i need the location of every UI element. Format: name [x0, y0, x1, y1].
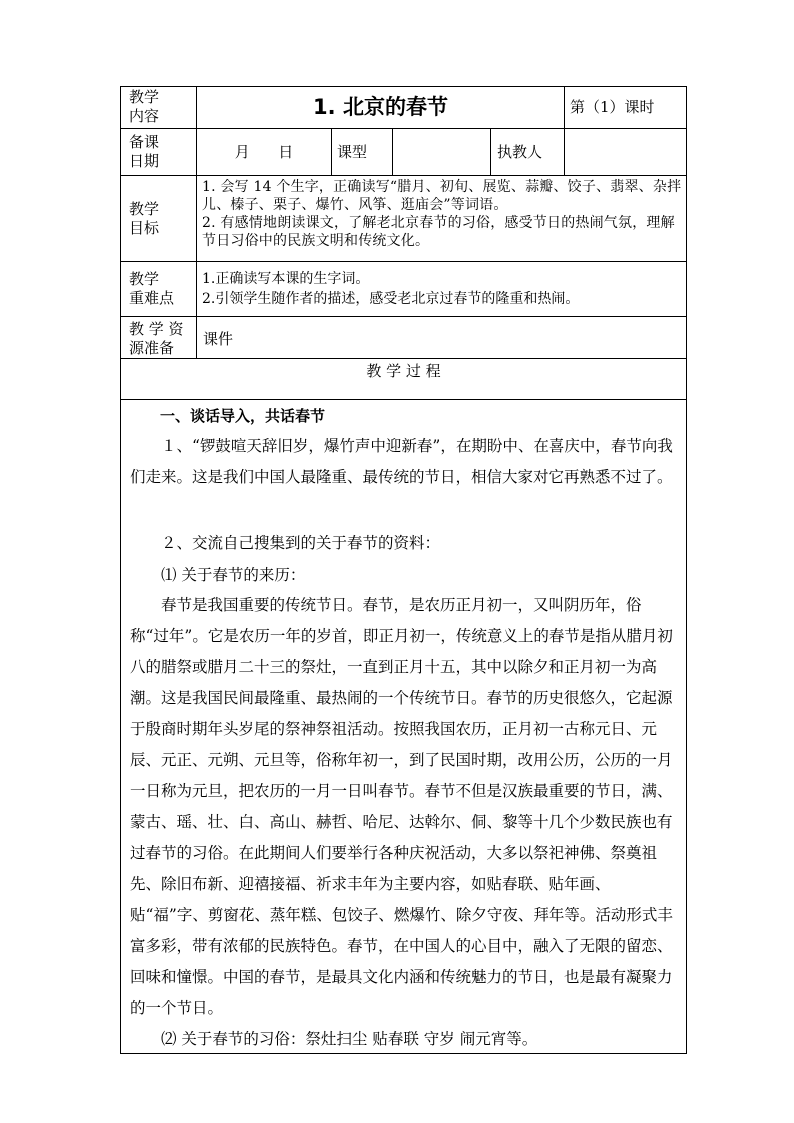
label-lesson-type: 课型 — [337, 143, 368, 161]
table-col-divider — [490, 128, 491, 176]
section1-title: 一、谈话导入，共话春节 — [160, 407, 326, 425]
paragraph-origin-text: 春节是我国重要的传统节日。春节，是农历正月初一，又叫阴历年，俗称“过年”。它是农历一年的岁首，即正月初一，传统意义上的春节是指从腊月初八的腊祭或腊月二十三的祭灶，一直到正月十五，其中以除夕和正月初一为高潮。这是我国民间最隆重、最热闹的一个传统节日。春节的历史很悠久，它起源于殷商时期年头岁尾的祭神祭祖活动。按照我国农历，正月初一古称元日、元辰、元正、元朔、元旦等，俗称年初一，到了民国时期，改用公历，公历的一月一日称为元旦，把农历的一月一日叫春节。春节不但是汉族最重要的节日，满、蒙古、瑶、壮、白、高山、赫哲、哈尼、达斡尔、侗、黎等十几个少数民族也有过春节的习俗。在此期间人们要举行各种庆祝活动，大多以祭祀神佛、祭奠祖先、除旧布新、迎禧接福、祈求丰年为主要内容，如贴春联、贴年画、贴“福”字、剪窗花、蒸年糕、包饺子、燃爆竹、除夕守夜、拜年等。活动形式丰富多彩，带有浓郁的民族特色。春节，在中国人的心目中，融入了无限的留恋、回味和憧憬。中国的春节，是最具文化内涵和传统魅力的节日，也是最有凝聚力的一个节日。 — [130, 596, 673, 1017]
table-row-divider — [120, 316, 687, 317]
table-row-divider — [120, 175, 687, 176]
table-border-top — [120, 86, 687, 87]
table-col-divider — [331, 128, 332, 176]
key-point-1: 1.正确读写本课的生字词。 — [202, 271, 370, 287]
paragraph-share: ２、交流自己搜集到的关于春节的资料： — [161, 534, 441, 552]
lesson-period: 第（1）课时 — [570, 98, 655, 116]
label-teaching-goals: 教学 目标 — [129, 200, 160, 237]
table-row-divider — [120, 261, 687, 262]
paragraph-customs: ⑵ 关于春节的习俗：祭灶扫尘 贴春联 守岁 闹元宵等。 — [161, 1030, 538, 1048]
table-col-divider — [564, 86, 565, 176]
table-row-divider — [120, 399, 687, 400]
paragraph-origin-heading: ⑴ 关于春节的来历： — [161, 566, 306, 584]
paragraph-intro: １、“锣鼓喧天辞旧岁，爆竹声中迎新春”，在期盼中、在喜庆中，春节向我们走来。这是我们中国人最隆重、最传统的节日，相信大家对它再熟悉不过了。 — [130, 437, 673, 486]
resources-value: 课件 — [203, 330, 234, 348]
table-row-divider — [120, 128, 687, 129]
label-resources: 教 学 资 源准备 — [129, 320, 184, 357]
prep-date-value: 月 日 — [234, 143, 294, 161]
key-point-2: 2.引领学生随作者的描述，感受老北京过春节的隆重和热闹。 — [202, 291, 580, 307]
table-border-left — [120, 86, 121, 1054]
label-teacher: 执教人 — [497, 143, 543, 161]
label-teaching-content: 教学 内容 — [129, 88, 160, 125]
table-border-right — [686, 86, 687, 1054]
table-row-divider — [120, 358, 687, 359]
process-title: 教 学 过 程 — [366, 362, 441, 380]
teaching-goals-text: 1. 会写 14 个生字，正确读写“腊月、初旬、展览、蒜瓣、饺子、翡翠、杂拌儿、榛子、栗子、爆竹、风筝、逛庙会”等词语。 2. 有感情地朗读课文，了解老北京春节的习俗，感受节日的热闹气氛，理解节日习俗中的民族文明和传统文化。 — [202, 179, 682, 249]
label-prep-date: 备课 日期 — [129, 133, 160, 170]
label-key-difficulties: 教学 重难点 — [129, 270, 175, 307]
table-col-divider — [196, 86, 197, 359]
lesson-title: 1. 北京的春节 — [313, 95, 448, 119]
table-col-divider — [392, 128, 393, 176]
